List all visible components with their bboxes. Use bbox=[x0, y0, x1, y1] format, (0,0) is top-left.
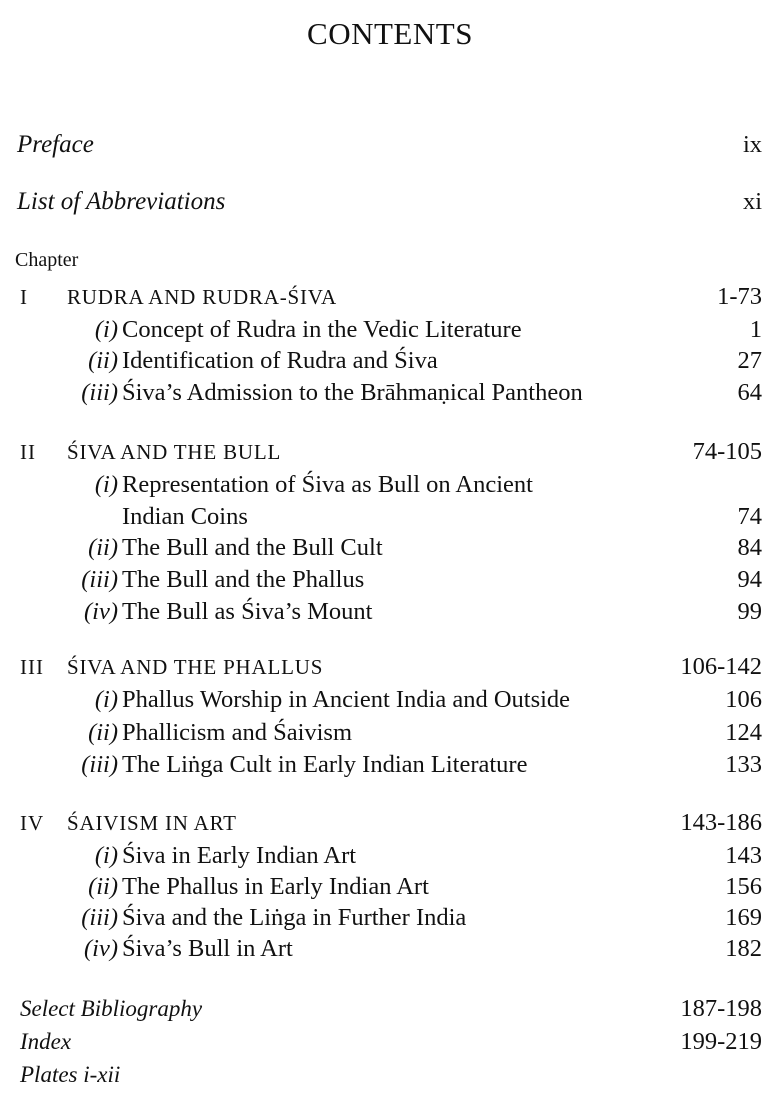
section-label: (iii) bbox=[81, 566, 118, 593]
chapter-numeral: III bbox=[20, 655, 44, 679]
entry-title: Preface bbox=[17, 131, 94, 158]
section-entry[interactable] bbox=[0, 902, 780, 934]
page-number: ix bbox=[742, 131, 762, 158]
section-title: Śiva in Early Indian Art bbox=[122, 842, 357, 869]
chapter-entry[interactable] bbox=[0, 281, 780, 313]
page-range: 187-198 bbox=[680, 995, 762, 1022]
section-entry[interactable] bbox=[0, 684, 780, 716]
toc-entry-back[interactable] bbox=[0, 1059, 780, 1091]
page-number: 156 bbox=[725, 873, 762, 900]
section-title: The Bull as Śiva’s Mount bbox=[122, 598, 373, 625]
chapter-label[interactable] bbox=[0, 244, 780, 276]
section-title: Representation of Śiva as Bull on Ancient bbox=[122, 471, 533, 498]
page-title: CONTENTS bbox=[307, 16, 473, 51]
chapter-entry[interactable] bbox=[0, 807, 780, 839]
section-title: The Bull and the Bull Cult bbox=[122, 534, 383, 561]
page-number: 169 bbox=[725, 904, 762, 931]
page-range: 1-73 bbox=[717, 283, 762, 310]
toc-entry-front[interactable] bbox=[0, 186, 780, 218]
section-label: (ii) bbox=[88, 347, 118, 374]
section-label: (i) bbox=[94, 471, 118, 498]
page-number: 84 bbox=[737, 534, 762, 561]
section-title: Concept of Rudra in the Vedic Literature bbox=[122, 316, 522, 343]
section-label: (ii) bbox=[88, 534, 118, 561]
section-title: Phallus Worship in Ancient India and Outside bbox=[122, 686, 571, 713]
entry-title: Plates i-xii bbox=[20, 1062, 121, 1087]
section-entry-continued[interactable] bbox=[0, 501, 780, 533]
page-number: 94 bbox=[737, 566, 762, 593]
toc-entry-front[interactable] bbox=[0, 129, 780, 161]
section-title-continued: Indian Coins bbox=[122, 503, 248, 530]
section-entry[interactable] bbox=[0, 933, 780, 965]
page-number: 1 bbox=[749, 316, 762, 343]
section-entry[interactable] bbox=[0, 469, 780, 501]
section-title: The Liṅga Cult in Early Indian Literature bbox=[122, 751, 528, 778]
page-number: 99 bbox=[737, 598, 762, 625]
section-label: (iv) bbox=[84, 935, 118, 962]
section-label: (iv) bbox=[84, 598, 118, 625]
chapter-entry[interactable] bbox=[0, 651, 780, 683]
section-title: Identification of Rudra and Śiva bbox=[122, 347, 438, 374]
page-number: 64 bbox=[737, 379, 762, 406]
page-number: 182 bbox=[725, 935, 762, 962]
entry-title: Index bbox=[20, 1029, 72, 1054]
page-range: 143-186 bbox=[680, 809, 762, 836]
section-title: Śiva’s Bull in Art bbox=[122, 935, 293, 962]
chapter-title: RUDRA AND RUDRA-ŚIVA bbox=[67, 285, 337, 309]
section-entry[interactable] bbox=[0, 596, 780, 628]
section-entry[interactable] bbox=[0, 314, 780, 346]
section-label: (i) bbox=[94, 316, 118, 343]
page-range: 74-105 bbox=[692, 438, 762, 465]
section-title: The Bull and the Phallus bbox=[122, 566, 365, 593]
page-number: 106 bbox=[725, 686, 762, 713]
chapter-numeral: IV bbox=[20, 811, 45, 835]
page-number: 27 bbox=[737, 347, 762, 374]
section-entry[interactable] bbox=[0, 345, 780, 377]
chapter-heading: Chapter bbox=[15, 249, 79, 271]
section-label: (iii) bbox=[81, 379, 118, 406]
toc-entry-back[interactable] bbox=[0, 1026, 780, 1058]
section-title: Śiva and the Liṅga in Further India bbox=[122, 904, 467, 931]
entry-title: List of Abbreviations bbox=[17, 188, 226, 215]
page-number: 124 bbox=[725, 719, 762, 746]
section-entry[interactable] bbox=[0, 532, 780, 564]
page-number: 143 bbox=[725, 842, 762, 869]
section-label: (ii) bbox=[88, 719, 118, 746]
section-label: (i) bbox=[94, 842, 118, 869]
chapter-title: ŚIVA AND THE PHALLUS bbox=[67, 655, 324, 679]
section-entry[interactable] bbox=[0, 564, 780, 596]
page-range: 106-142 bbox=[680, 653, 762, 680]
page-number: 133 bbox=[725, 751, 762, 778]
page-number: xi bbox=[742, 188, 762, 215]
chapter-title: ŚIVA AND THE BULL bbox=[67, 440, 282, 464]
toc-entry-back[interactable] bbox=[0, 993, 780, 1025]
section-label: (iii) bbox=[81, 751, 118, 778]
section-label: (ii) bbox=[88, 873, 118, 900]
section-entry[interactable] bbox=[0, 749, 780, 781]
section-title: Phallicism and Śaivism bbox=[122, 719, 353, 746]
chapter-entry[interactable] bbox=[0, 436, 780, 468]
section-entry[interactable] bbox=[0, 871, 780, 903]
page-range: 199-219 bbox=[680, 1028, 762, 1055]
entry-title: Select Bibliography bbox=[20, 996, 203, 1021]
section-entry[interactable] bbox=[0, 377, 780, 409]
section-title: Śiva’s Admission to the Brāhmaṇical Pantheon bbox=[122, 379, 583, 406]
chapter-numeral: I bbox=[20, 285, 28, 309]
section-title: The Phallus in Early Indian Art bbox=[122, 873, 429, 900]
chapter-numeral: II bbox=[20, 440, 36, 464]
section-entry[interactable] bbox=[0, 840, 780, 872]
section-entry[interactable] bbox=[0, 717, 780, 749]
section-label: (iii) bbox=[81, 904, 118, 931]
page-number: 74 bbox=[737, 503, 762, 530]
chapter-title: ŚAIVISM IN ART bbox=[67, 811, 237, 835]
section-label: (i) bbox=[94, 686, 118, 713]
